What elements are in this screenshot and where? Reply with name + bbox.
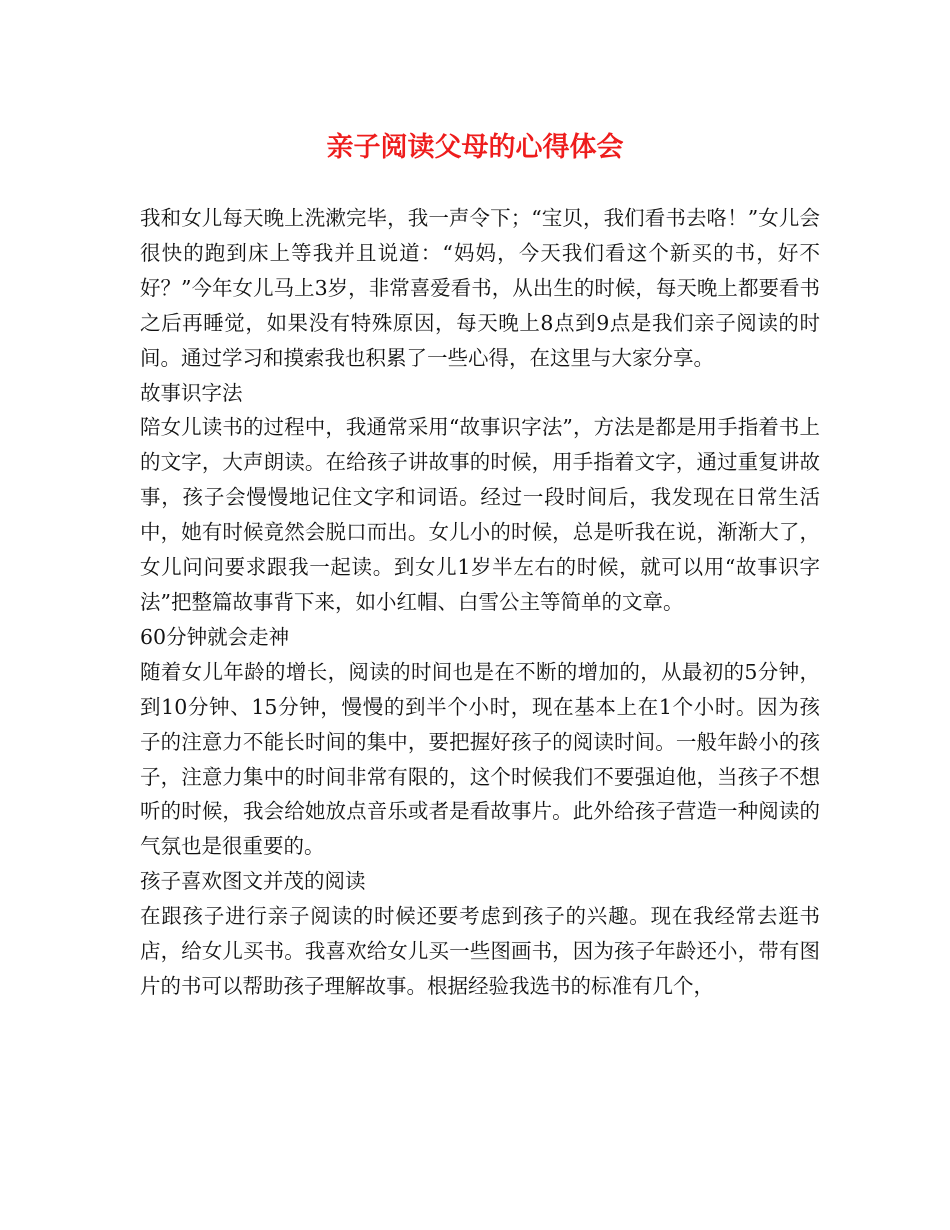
paragraph-story-literacy: 陪女儿读书的过程中，我通常采用“故事识字法”，方法是都是用手指着书上的文字，大声朗读。在给孩子讲故事的时候，用手指着文字，通过重复讲故事，孩子会慢慢地记住文字和词语。经过一段时间后，我发现在日常生活中，她有时候竟然会脱口而出。女儿小的时候，总是听我在说，渐渐大了，女儿问问要求跟我一起读。到女儿1岁半左右的时候，就可以用“故事识字法”把整篇故事背下来，如小红帽、白雪公主等简单的文章。 xyxy=(140,415,820,614)
paragraph-intro: 我和女儿每天晚上洗漱完毕，我一声令下；“宝贝，我们看书去咯！”女儿会很快的跑到床上等我并且说道：“妈妈，今天我们看这个新买的书，好不好？”今年女儿马上3岁，非常喜爱看书，从出生的时候，每天晚上都要看书之后再睡觉，如果没有特殊原因，每天晚上8点到9点是我们亲子阅读的时间。通过学习和摸索我也积累了一些心得，在这里与大家分享。 xyxy=(140,206,820,370)
document-title: 亲子阅读父母的心得体会 xyxy=(326,132,624,163)
section-heading-story-literacy: 故事识字法 xyxy=(140,380,243,405)
section-heading-picture-books: 孩子喜欢图文并茂的阅读 xyxy=(140,869,366,894)
paragraph-picture-books: 在跟孩子进行亲子阅读的时候还要考虑到孩子的兴趣。现在我经常去逛书店，给女儿买书。我喜欢给女儿买一些图画书，因为孩子年龄还小，带有图片的书可以帮助孩子理解故事。根据经验我选书的标准有几个， xyxy=(140,904,820,998)
paragraph-attention-span: 随着女儿年龄的增长，阅读的时间也是在不断的增加的，从最初的5分钟，到10分钟、15分钟，慢慢的到半个小时，现在基本上在1个小时。因为孩子的注意力不能长时间的集中，要把握好孩子的阅读时间。一般年龄小的孩子，注意力集中的时间非常有限的，这个时候我们不要强迫他，当孩子不想听的时候，我会给她放点音乐或者是看故事片。此外给孩子营造一种阅读的气氛也是很重要的。 xyxy=(140,659,820,859)
section-heading-attention-span: 60分钟就会走神 xyxy=(140,624,290,649)
document-body xyxy=(140,201,820,1004)
